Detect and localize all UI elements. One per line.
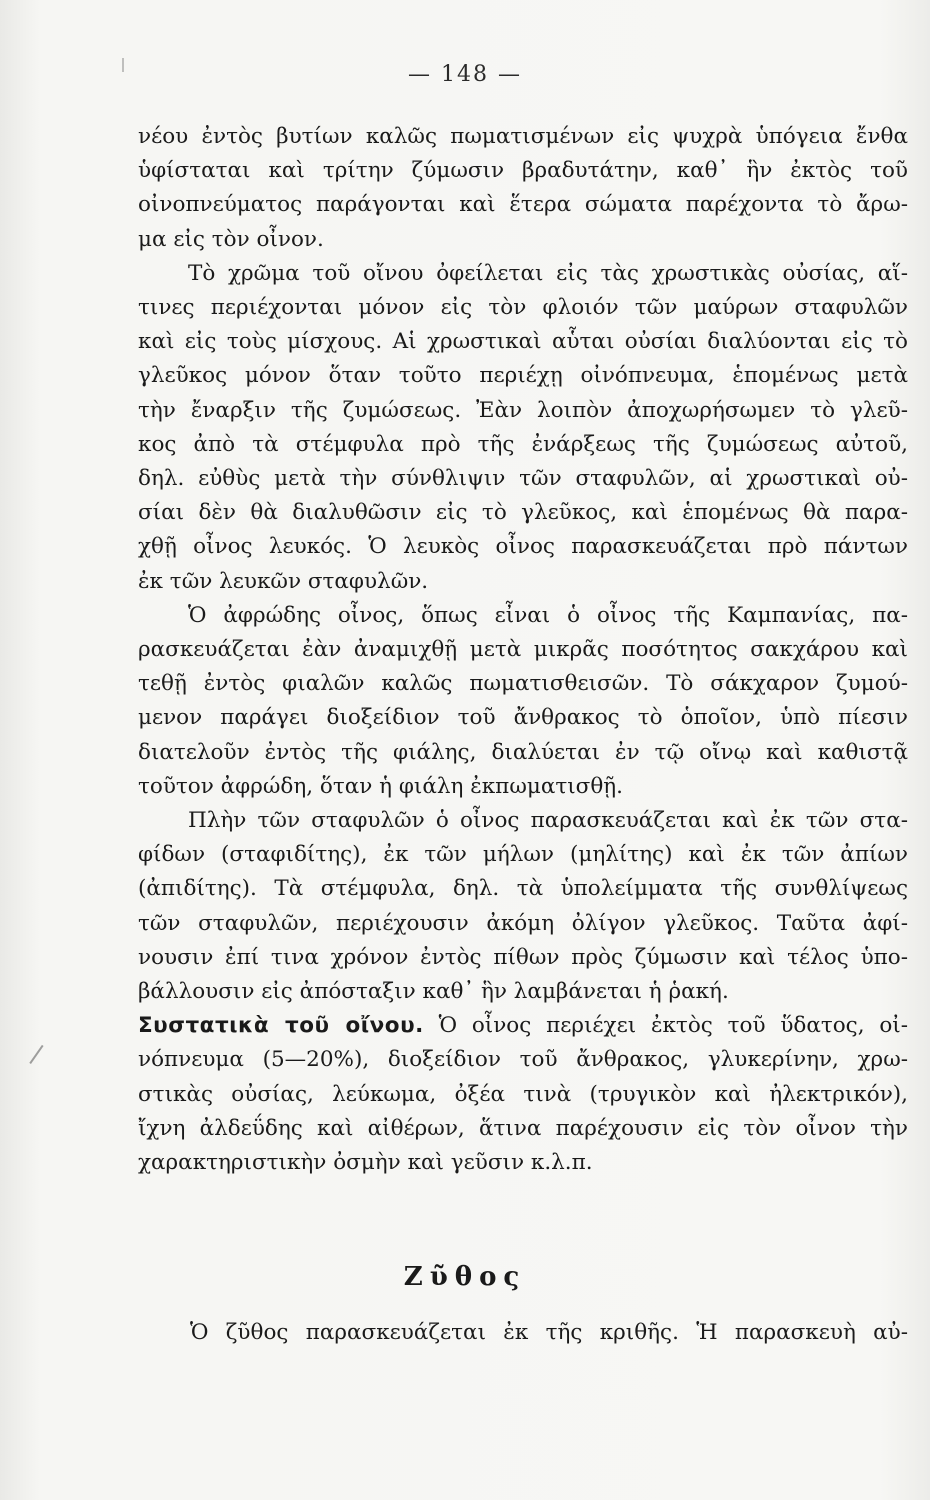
- text-line: μενον παράγει διοξείδιον τοῦ ἄνθρακος τὸ ὁποῖον, ὑπὸ πίεσιν: [138, 705, 908, 731]
- text-line: χαρακτηριστικὴν ὀσμὴν καὶ γεῦσιν κ.λ.π.: [138, 1150, 593, 1176]
- text-line: τοῦτον ἀφρώδη, ὅταν ἡ φιάλη ἐκπωματισθῇ.: [138, 773, 623, 799]
- text-line: νέου ἐντὸς βυτίων καλῶς πωματισμένων εἰς ψυχρὰ ὑπόγεια ἔνθα: [138, 124, 908, 149]
- text-line: οἰνοπνεύματος παράγονται καὶ ἕτερα σώματα παρέχοντα τὸ ἄρω-: [138, 192, 908, 218]
- text-line: τὴν ἔναρξιν τῆς ζυμώσεως. Ἐὰν λοιπὸν ἀποχωρήσωμεν τὸ γλεῦ-: [138, 397, 908, 423]
- paragraph-wine-components: [138, 1009, 908, 1180]
- margin-pencil-mark: [29, 1045, 56, 1073]
- section-heading-beer: Ζῦθος: [403, 1262, 527, 1292]
- text-line: καὶ εἰς τοὺς μίσχους. Αἱ χρωστικαὶ αὗται οὐσίαι διαλύονται εἰς τὸ: [138, 329, 908, 355]
- text-line: Ὁ ἀφρώδης οἶνος, ὅπως εἶναι ὁ οἶνος τῆς Καμπανίας, πα-: [188, 602, 908, 628]
- text-line: τεθῇ ἐντὸς φιαλῶν καλῶς πωματισθεισῶν. Τὸ σάκχαρον ζυμού-: [138, 671, 908, 697]
- text-run: Ὁ οἶνος περιέχει ἐκτὸς τοῦ ὕδατος, οἰ-: [423, 1013, 909, 1039]
- page-number: — 148 —: [408, 62, 522, 87]
- run-in-heading: Συστατικὰ τοῦ οἴνου.: [138, 1013, 424, 1039]
- beer-intro: [190, 1316, 908, 1350]
- text-line: διατελοῦν ἐντὸς τῆς φιάλης, διαλύεται ἐν τῷ οἴνῳ καὶ καθιστᾷ: [138, 739, 908, 765]
- body-text: [138, 120, 908, 1180]
- paragraph-sparkling-wine: [138, 599, 908, 804]
- text-line: Τὸ χρῶμα τοῦ οἴνου ὀφείλεται εἰς τὰς χρωστικὰς οὐσίας, αἵ-: [188, 260, 908, 286]
- text-line: τινες περιέχονται μόνον εἰς τὸν φλοιόν τῶν μαύρων σταφυλῶν: [138, 295, 908, 321]
- text-line: στικὰς οὐσίας, λεύκωμα, ὀξέα τινὰ (τρυγικὸν καὶ ἠλεκτρικόν),: [138, 1081, 908, 1107]
- text-line: (ἀπιδίτης). Τὰ στέμφυλα, δηλ. τὰ ὑπολείμματα τῆς συνθλίψεως: [138, 876, 908, 902]
- paragraph-other-wines: [138, 804, 908, 1009]
- paragraph-wine-color: [138, 257, 908, 599]
- paragraph-wine-aging: [138, 120, 908, 257]
- text-line: μα εἰς τὸν οἶνον.: [138, 226, 324, 252]
- text-line: νουσιν ἐπί τινα χρόνον ἐντὸς πίθων πρὸς ζύμωσιν καὶ τέλος ὑπο-: [138, 944, 908, 970]
- text-line: Πλὴν τῶν σταφυλῶν ὁ οἶνος παρασκευάζεται καὶ ἐκ τῶν στα-: [188, 808, 908, 834]
- text-line: φίδων (σταφιδίτης), ἐκ τῶν μήλων (μηλίτης) καὶ ἐκ τῶν ἀπίων: [138, 842, 908, 868]
- text-line: δηλ. εὐθὺς μετὰ τὴν σύνθλιψιν τῶν σταφυλῶν, αἱ χρωστικαὶ οὐ-: [138, 466, 908, 492]
- text-line: τῶν σταφυλῶν, περιέχουσιν ἀκόμη ὀλίγον γλεῦκος. Ταῦτα ἀφί-: [138, 910, 908, 936]
- text-line: [138, 1009, 908, 1043]
- text-line: κος ἀπὸ τὰ στέμφυλα πρὸ τῆς ἐνάρξεως τῆς ζυμώσεως αὐτοῦ,: [138, 431, 908, 457]
- text-line: ὑφίσταται καὶ τρίτην ζύμωσιν βραδυτάτην, καθ᾽ ἣν ἐκτὸς τοῦ: [138, 158, 908, 184]
- text-line: ρασκευάζεται ἐὰν ἀναμιχθῇ μετὰ μικρᾶς ποσότητος σακχάρου καὶ: [138, 637, 908, 663]
- beer-intro-line: [190, 1316, 908, 1350]
- text-line: χθῇ οἶνος λευκός. Ὁ λευκὸς οἶνος παρασκευάζεται πρὸ πάντων: [138, 534, 908, 560]
- text-line: ἴχνη ἀλδεΰδης καὶ αἰθέρων, ἅτινα παρέχουσιν εἰς τὸν οἶνον τὴν: [138, 1115, 908, 1141]
- text-line: βάλλουσιν εἰς ἀπόσταξιν καθ᾽ ἣν λαμβάνεται ἡ ῥακή.: [138, 979, 729, 1005]
- text-line: γλεῦκος μόνον ὅταν τοῦτο περιέχῃ οἰνόπνευμα, ἑπομένως μετὰ: [138, 363, 908, 389]
- text-line: νόπνευμα (5—20%), διοξείδιον τοῦ ἄνθρακος, γλυκερίνην, χρω-: [138, 1047, 908, 1073]
- text-line: ἐκ τῶν λευκῶν σταφυλῶν.: [138, 568, 429, 594]
- text-line: σίαι δὲν θὰ διαλυθῶσιν εἰς τὸ γλεῦκος, καὶ ἑπομένως θὰ παρα-: [138, 500, 908, 526]
- text-line: Ὁ ζῦθος παρασκευάζεται ἐκ τῆς κριθῆς. Ἡ παρασκευὴ αὐ-: [190, 1320, 908, 1345]
